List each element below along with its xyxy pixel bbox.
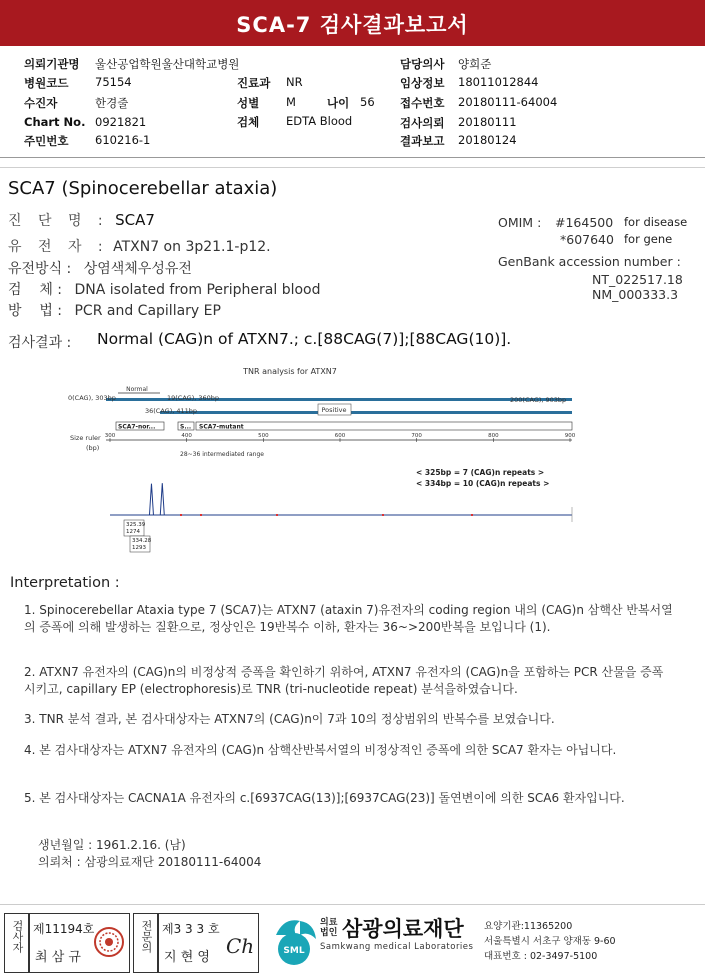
care-number: 요양기관:11365200 (484, 921, 573, 932)
interpretation-5: 5. 본 검사대상자는 CACNA1A 유전자의 c.[6937CAG(13)];[6937CAG(23)] 돌연변이에 의한 SCA6 환자입니다. (24, 791, 625, 805)
size-standard-mark (200, 514, 202, 516)
ruler-tick-label: 700 (411, 433, 422, 439)
method-label: 방 법 : (8, 303, 63, 319)
examiner-tag (4, 913, 30, 973)
inheritance-value: 상염색체우성유전 (83, 261, 192, 277)
specialist-tag (133, 913, 159, 973)
marker-0: 0(CAG), 303bp (68, 394, 116, 402)
interpretation-heading: Interpretation : (10, 575, 120, 591)
divider (0, 167, 705, 168)
peak-note-2: < 334bp = 10 (CAG)n repeats > (416, 479, 550, 488)
intermediate-range-label: 28~36 intermediated range (180, 451, 264, 458)
diagnosis-row (8, 210, 155, 230)
ruler-tick-label: 500 (258, 433, 269, 439)
normal-bin-label: Normal (126, 386, 148, 393)
positive-bin-label: Positive (321, 406, 347, 414)
size-ruler-ticks (105, 433, 576, 442)
sml-logo-icon (270, 913, 320, 969)
reference-line: 의뢰처 : 삼광의료재단 20180111-64004 (38, 855, 262, 869)
clinical-value: 18011012844 (458, 75, 539, 89)
institution-label: 의뢰기관명 (24, 57, 80, 71)
interpretation-1: 1. Spinocerebellar Ataxia type 7 (SCA7)는 ATXN7 (ataxin 7)유전자의 coding region 내의 (CAG)n 삼핵산 반복서열의 증폭에 의해 발생하는 질환으로, 정상인은 19반복수 이하, 환자는 36~>200반복을 보입니다 (1). (24, 603, 673, 634)
specialist-box (157, 913, 259, 973)
age-value: 56 (360, 95, 375, 109)
doctor-label: 담당의사 (400, 57, 445, 71)
peak-note-1: < 325bp = 7 (CAG)n repeats > (416, 468, 545, 477)
ruler-tick-label: 900 (564, 433, 576, 439)
clinical-label: 임상정보 (400, 76, 445, 90)
report-title: SCA-7 검사결과보고서 (0, 0, 705, 46)
peak-2-height: 1293 (132, 545, 146, 551)
specimen-label: 검체 (237, 115, 260, 129)
gene-row (8, 236, 271, 256)
chart-title: TNR analysis for ATXN7 (243, 367, 337, 376)
genbank-accession-2: NM_000333.3 (592, 287, 679, 302)
gene-label: 유 전 자 : (8, 239, 109, 255)
examiner-number: 제11194호 (33, 922, 95, 936)
patient-label: 수진자 (24, 96, 58, 110)
genbank-accession-1: NT_022517.18 (592, 272, 683, 287)
sex-label: 성별 (237, 96, 260, 110)
ruler-tick-label: 400 (181, 433, 192, 439)
inheritance-row (8, 258, 192, 278)
birth-date: 생년월일 : 1961.2.16. (남) (38, 838, 186, 852)
examiner-seal (93, 926, 125, 958)
peak-2 (160, 483, 164, 515)
phone: 대표번호 : 02-3497-5100 (484, 951, 598, 962)
examiner-box (28, 913, 130, 973)
interpretation-2: 2. ATXN7 유전자의 (CAG)n의 비정상적 증폭을 확인하기 위하여, ATXN7 유전자의 (CAG)n을 포함하는 PCR 산물을 증폭시키고, capillary EP (electrophoresis)로 TNR (tri-nucleotide repeat) 분석을하였습니다. (24, 665, 664, 696)
doctor-value: 양희준 (458, 57, 492, 71)
diagnosis-value: SCA7 (115, 211, 155, 229)
omim-label: OMIM : (498, 215, 542, 230)
id-label: 주민번호 (24, 134, 69, 148)
marker-36: 36(CAG), 411bp (145, 407, 198, 415)
institution-value: 울산공업학원울산대학교병원 (95, 57, 240, 71)
genbank-label: GenBank accession number : (498, 254, 681, 269)
specimen-value: EDTA Blood (286, 114, 353, 128)
mutant-box-label: SCA7-mutant (199, 423, 244, 431)
size-ruler-label: Size ruler (70, 434, 101, 442)
size-ruler-unit: (bp) (86, 444, 100, 452)
size-track-lower (160, 411, 572, 414)
interpretation-4: 4. 본 검사대상자는 ATXN7 유전자의 (CAG)n 삼핵산반복서열의 비정상적인 증폭에 의한 SCA7 환자는 아닙니다. (24, 743, 617, 757)
foundation-prefix (320, 918, 337, 938)
peak-1-height: 1274 (126, 529, 140, 535)
ruler-tick-label: 800 (488, 433, 499, 439)
interpretation-3: 3. TNR 분석 결과, 본 검사대상자는 ATXN7의 (CAG)n이 7과 10의 정상범위의 반복수를 보였습니다. (24, 712, 555, 726)
size-standard-mark (180, 514, 182, 516)
ruler-tick-label: 300 (104, 433, 116, 439)
method-row (8, 300, 221, 320)
receipt-label: 접수번호 (400, 96, 445, 110)
dept-label: 진료과 (237, 76, 271, 90)
hospital-code-label: 병원코드 (24, 76, 69, 90)
foundation-english: Samkwang medical Laboratories (320, 942, 474, 952)
peak-1-size: 325.39 (126, 522, 146, 528)
normal-box-label: SCA7-nor... (118, 423, 156, 431)
specialist-name: 지 현 영 (164, 950, 210, 965)
age-label: 나이 (327, 96, 350, 110)
omim-disease: #164500 (555, 215, 614, 230)
size-standard-mark (382, 514, 384, 516)
specialist-tag-label: 전문의 (140, 920, 153, 953)
id-value: 610216-1 (95, 133, 151, 147)
inheritance-label: 유전방식 : (8, 261, 72, 277)
hospital-code-value: 75154 (95, 75, 132, 89)
foundation-name: 삼광의료재단 (342, 917, 464, 941)
sex-value: M (286, 95, 296, 109)
peak-1 (149, 484, 153, 515)
logo-text: SML (283, 946, 305, 956)
omim-gene-note: for gene (624, 232, 673, 246)
report-date-label: 결과보고 (400, 134, 445, 148)
intermediate-box-label: S... (180, 423, 192, 431)
sample-label: 검 체 : (8, 282, 63, 298)
size-standard-mark (276, 514, 278, 516)
foundation-prefix-2: 법인 (320, 928, 338, 938)
mutant-box (196, 422, 572, 430)
foundation-prefix-1: 의료 (320, 918, 338, 928)
result-label: 검사결과 : (8, 335, 72, 351)
sample-value: DNA isolated from Peripheral blood (74, 282, 321, 298)
size-standard-mark (471, 514, 473, 516)
patient-name: 한경줄 (95, 96, 129, 110)
omim-gene: *607640 (560, 232, 614, 247)
dept-value: NR (286, 75, 303, 89)
result-value: Normal (CAG)n of ATXN7.; c.[88CAG(7)];[88CAG(10)]. (97, 330, 512, 348)
examiner-name: 최 삼 규 (35, 950, 81, 965)
ruler-tick-label: 600 (334, 433, 346, 439)
receipt-value: 20180111-64004 (458, 95, 558, 109)
marker-200: 200(CAG), 903bp (510, 396, 567, 404)
sample-row (8, 279, 321, 299)
request-date: 20180111 (458, 115, 517, 129)
request-label: 검사의뢰 (400, 116, 445, 130)
specialist-number: 제3 3 3 호 (162, 922, 220, 936)
report-date: 20180124 (458, 133, 517, 147)
method-value: PCR and Capillary EP (74, 303, 221, 319)
peak-group (149, 483, 164, 515)
peak-2-size: 334.28 (132, 538, 152, 544)
specialist-signature: Ch (226, 934, 255, 958)
disease-heading: SCA7 (Spinocerebellar ataxia) (8, 178, 278, 199)
marker-19: 19(CAG), 360bp (167, 394, 220, 402)
chart-no-value: 0921821 (95, 115, 147, 129)
patient-info (0, 0, 705, 160)
omim-disease-note: for disease (624, 215, 688, 229)
address: 서울특별시 서초구 양재동 9-60 (484, 936, 616, 947)
tnr-chart (0, 360, 705, 560)
gene-value: ATXN7 on 3p21.1-p12. (113, 239, 271, 255)
examiner-tag-label: 검사자 (11, 920, 24, 953)
diagnosis-label: 진 단 명 : (8, 213, 109, 229)
footer-divider (0, 904, 705, 905)
divider (0, 157, 705, 158)
chart-no-label: Chart No. (24, 115, 86, 129)
